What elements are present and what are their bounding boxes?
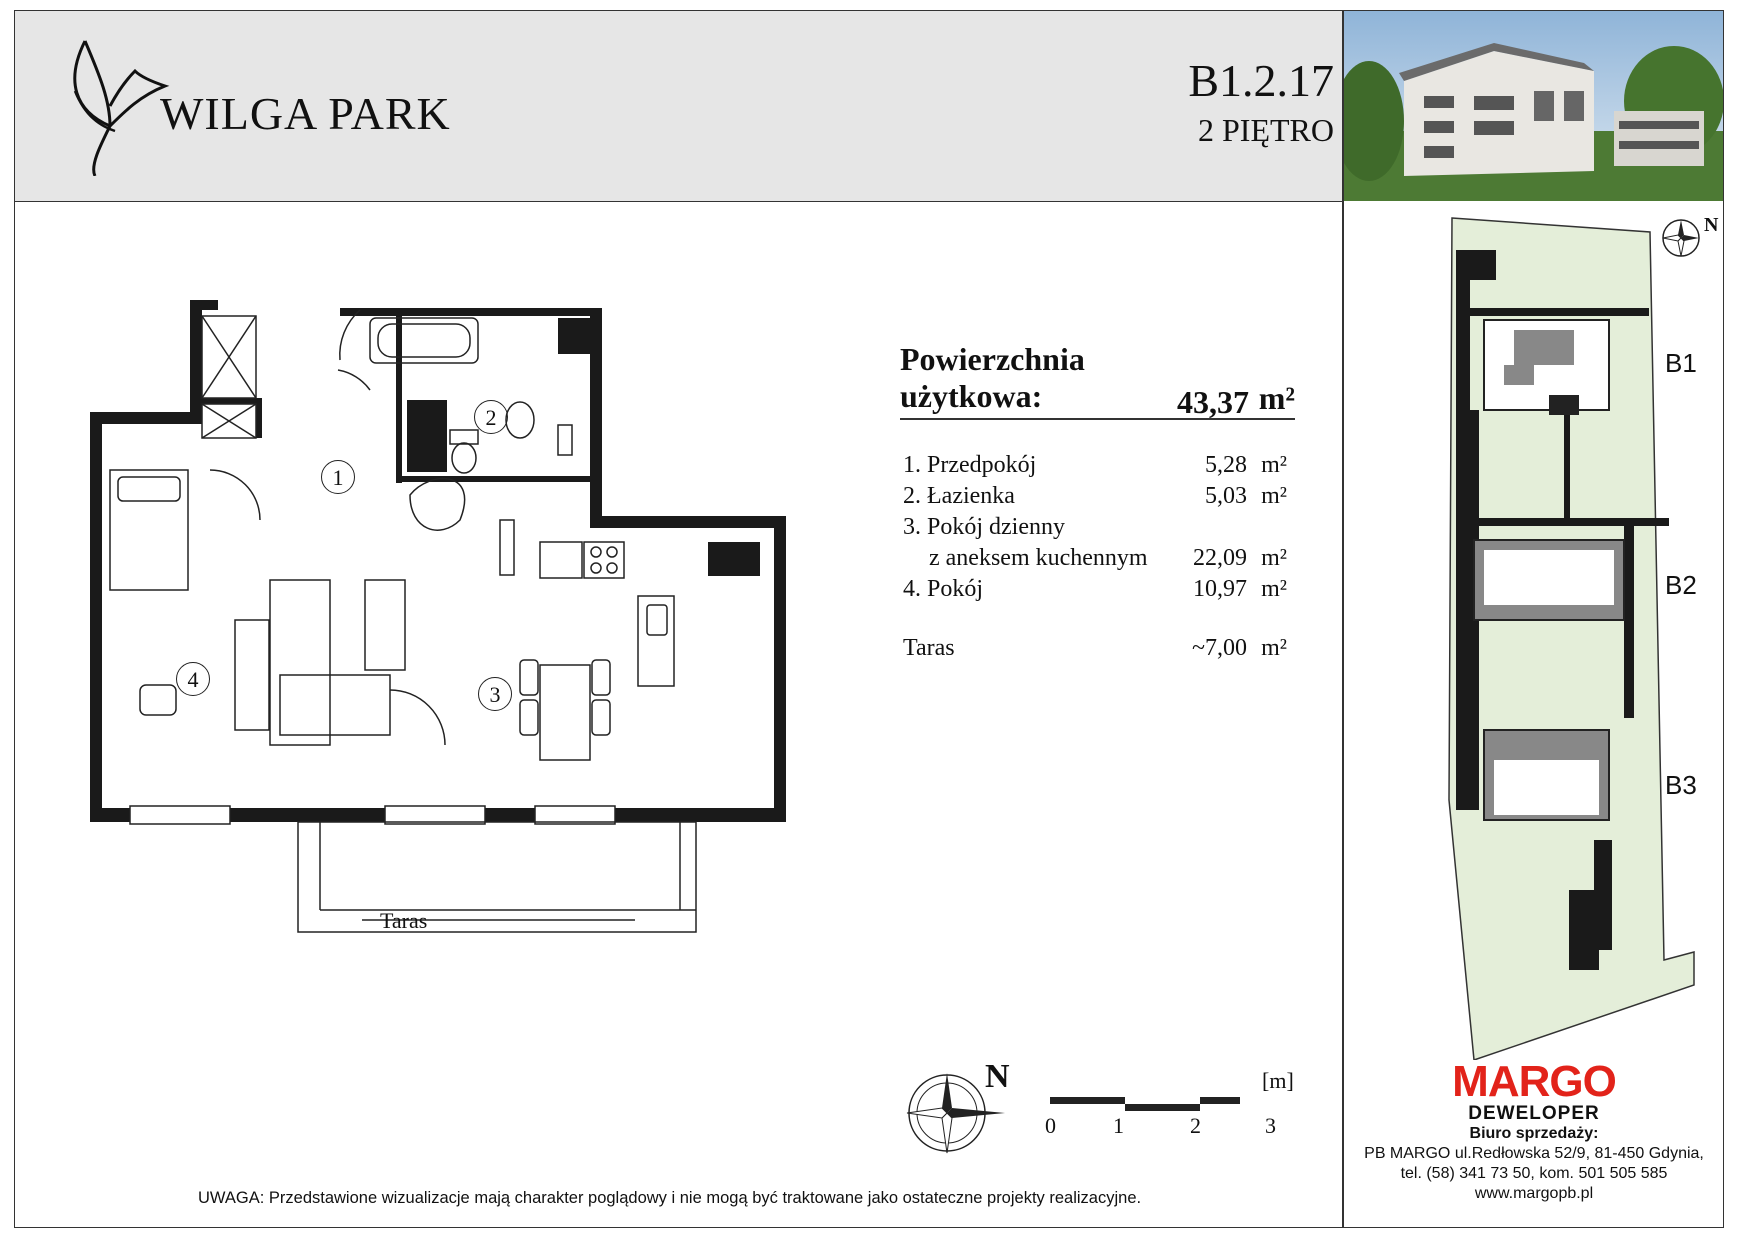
room-unit: m² [1261, 452, 1287, 478]
room-row [903, 576, 1295, 607]
terrace-name: Taras [903, 635, 955, 661]
unit-code: B1.2.17 [1188, 55, 1334, 106]
room-number-1: 1 [321, 460, 355, 494]
room-number-4: 4 [176, 662, 210, 696]
header-bar [15, 11, 1342, 202]
building-label-b3: B3 [1665, 770, 1697, 800]
scale-tick-2: 2 [1190, 1113, 1201, 1138]
area-value: 43,37 [1177, 384, 1249, 420]
area-unit: m² [1258, 380, 1295, 416]
room-row [903, 483, 1295, 514]
developer-phone: tel. (58) 341 73 50, kom. 501 505 585 [1400, 1165, 1668, 1182]
terrace-value: ~7,00 [1192, 635, 1247, 661]
terrace-label-plan: Taras [380, 908, 428, 933]
building-label-b2: B2 [1665, 570, 1697, 600]
area-title: Powierzchnia [900, 341, 1085, 377]
room-unit: m² [1261, 483, 1287, 509]
room-value: 22,09 [1193, 545, 1247, 571]
margo-logo: MARGO [1452, 1057, 1616, 1106]
room-value: 5,03 [1205, 483, 1247, 509]
room-name: 1. Przedpokój [903, 452, 1037, 478]
area-row [900, 378, 1295, 420]
room-row [903, 514, 1295, 545]
scale-tick-0: 0 [1045, 1113, 1056, 1138]
area-summary [900, 340, 1295, 420]
floor-label: 2 PIĘTRO [1198, 112, 1334, 148]
terrace-row [903, 635, 1295, 666]
wilga-bird-logo [55, 31, 175, 176]
brand-name: WILGA PARK [160, 88, 451, 139]
room-name: 3. Pokój dzienny [903, 514, 1065, 540]
scale-tick-3: 3 [1265, 1113, 1276, 1138]
terrace-unit: m² [1261, 635, 1287, 661]
room-row [903, 545, 1295, 576]
room-name: z aneksem kuchennym [929, 545, 1148, 571]
developer-website[interactable]: www.margopb.pl [1474, 1185, 1594, 1202]
room-row-spacer [903, 607, 1295, 635]
disclaimer-text: UWAGA: Przedstawione wizualizacje mają charakter poglądowy i nie mogą być traktowane jako ostateczne projekty realizacyjne. [198, 1189, 1142, 1207]
room-value: 5,28 [1205, 452, 1247, 478]
room-value: 10,97 [1193, 576, 1247, 602]
room-name: 2. Łazienka [903, 483, 1015, 509]
building-label-b1: B1 [1665, 348, 1697, 378]
site-compass-north: N [1704, 214, 1719, 236]
room-number-3: 3 [478, 677, 512, 711]
room-unit: m² [1261, 545, 1287, 571]
compass-north-label: N [985, 1058, 1010, 1095]
room-list [903, 452, 1295, 666]
scale-tick-1: 1 [1113, 1113, 1124, 1138]
area-label: użytkowa: [900, 378, 1043, 414]
floor-plan [80, 280, 800, 980]
margo-deweloper: DEWELOPER [1468, 1103, 1600, 1124]
room-row [903, 452, 1295, 483]
room-unit: m² [1261, 576, 1287, 602]
room-number-2: 2 [474, 400, 508, 434]
sales-office-label: Biuro sprzedaży: [1469, 1125, 1599, 1142]
building-photo [1344, 11, 1723, 201]
developer-address: PB MARGO ul.Redłowska 52/9, 81-450 Gdynia, [1364, 1145, 1704, 1162]
developer-block [1344, 1057, 1724, 1204]
scale-bar [1045, 1095, 1245, 1115]
site-plan [1344, 200, 1724, 1060]
scale-unit: [m] [1262, 1068, 1294, 1093]
room-name: 4. Pokój [903, 576, 984, 602]
